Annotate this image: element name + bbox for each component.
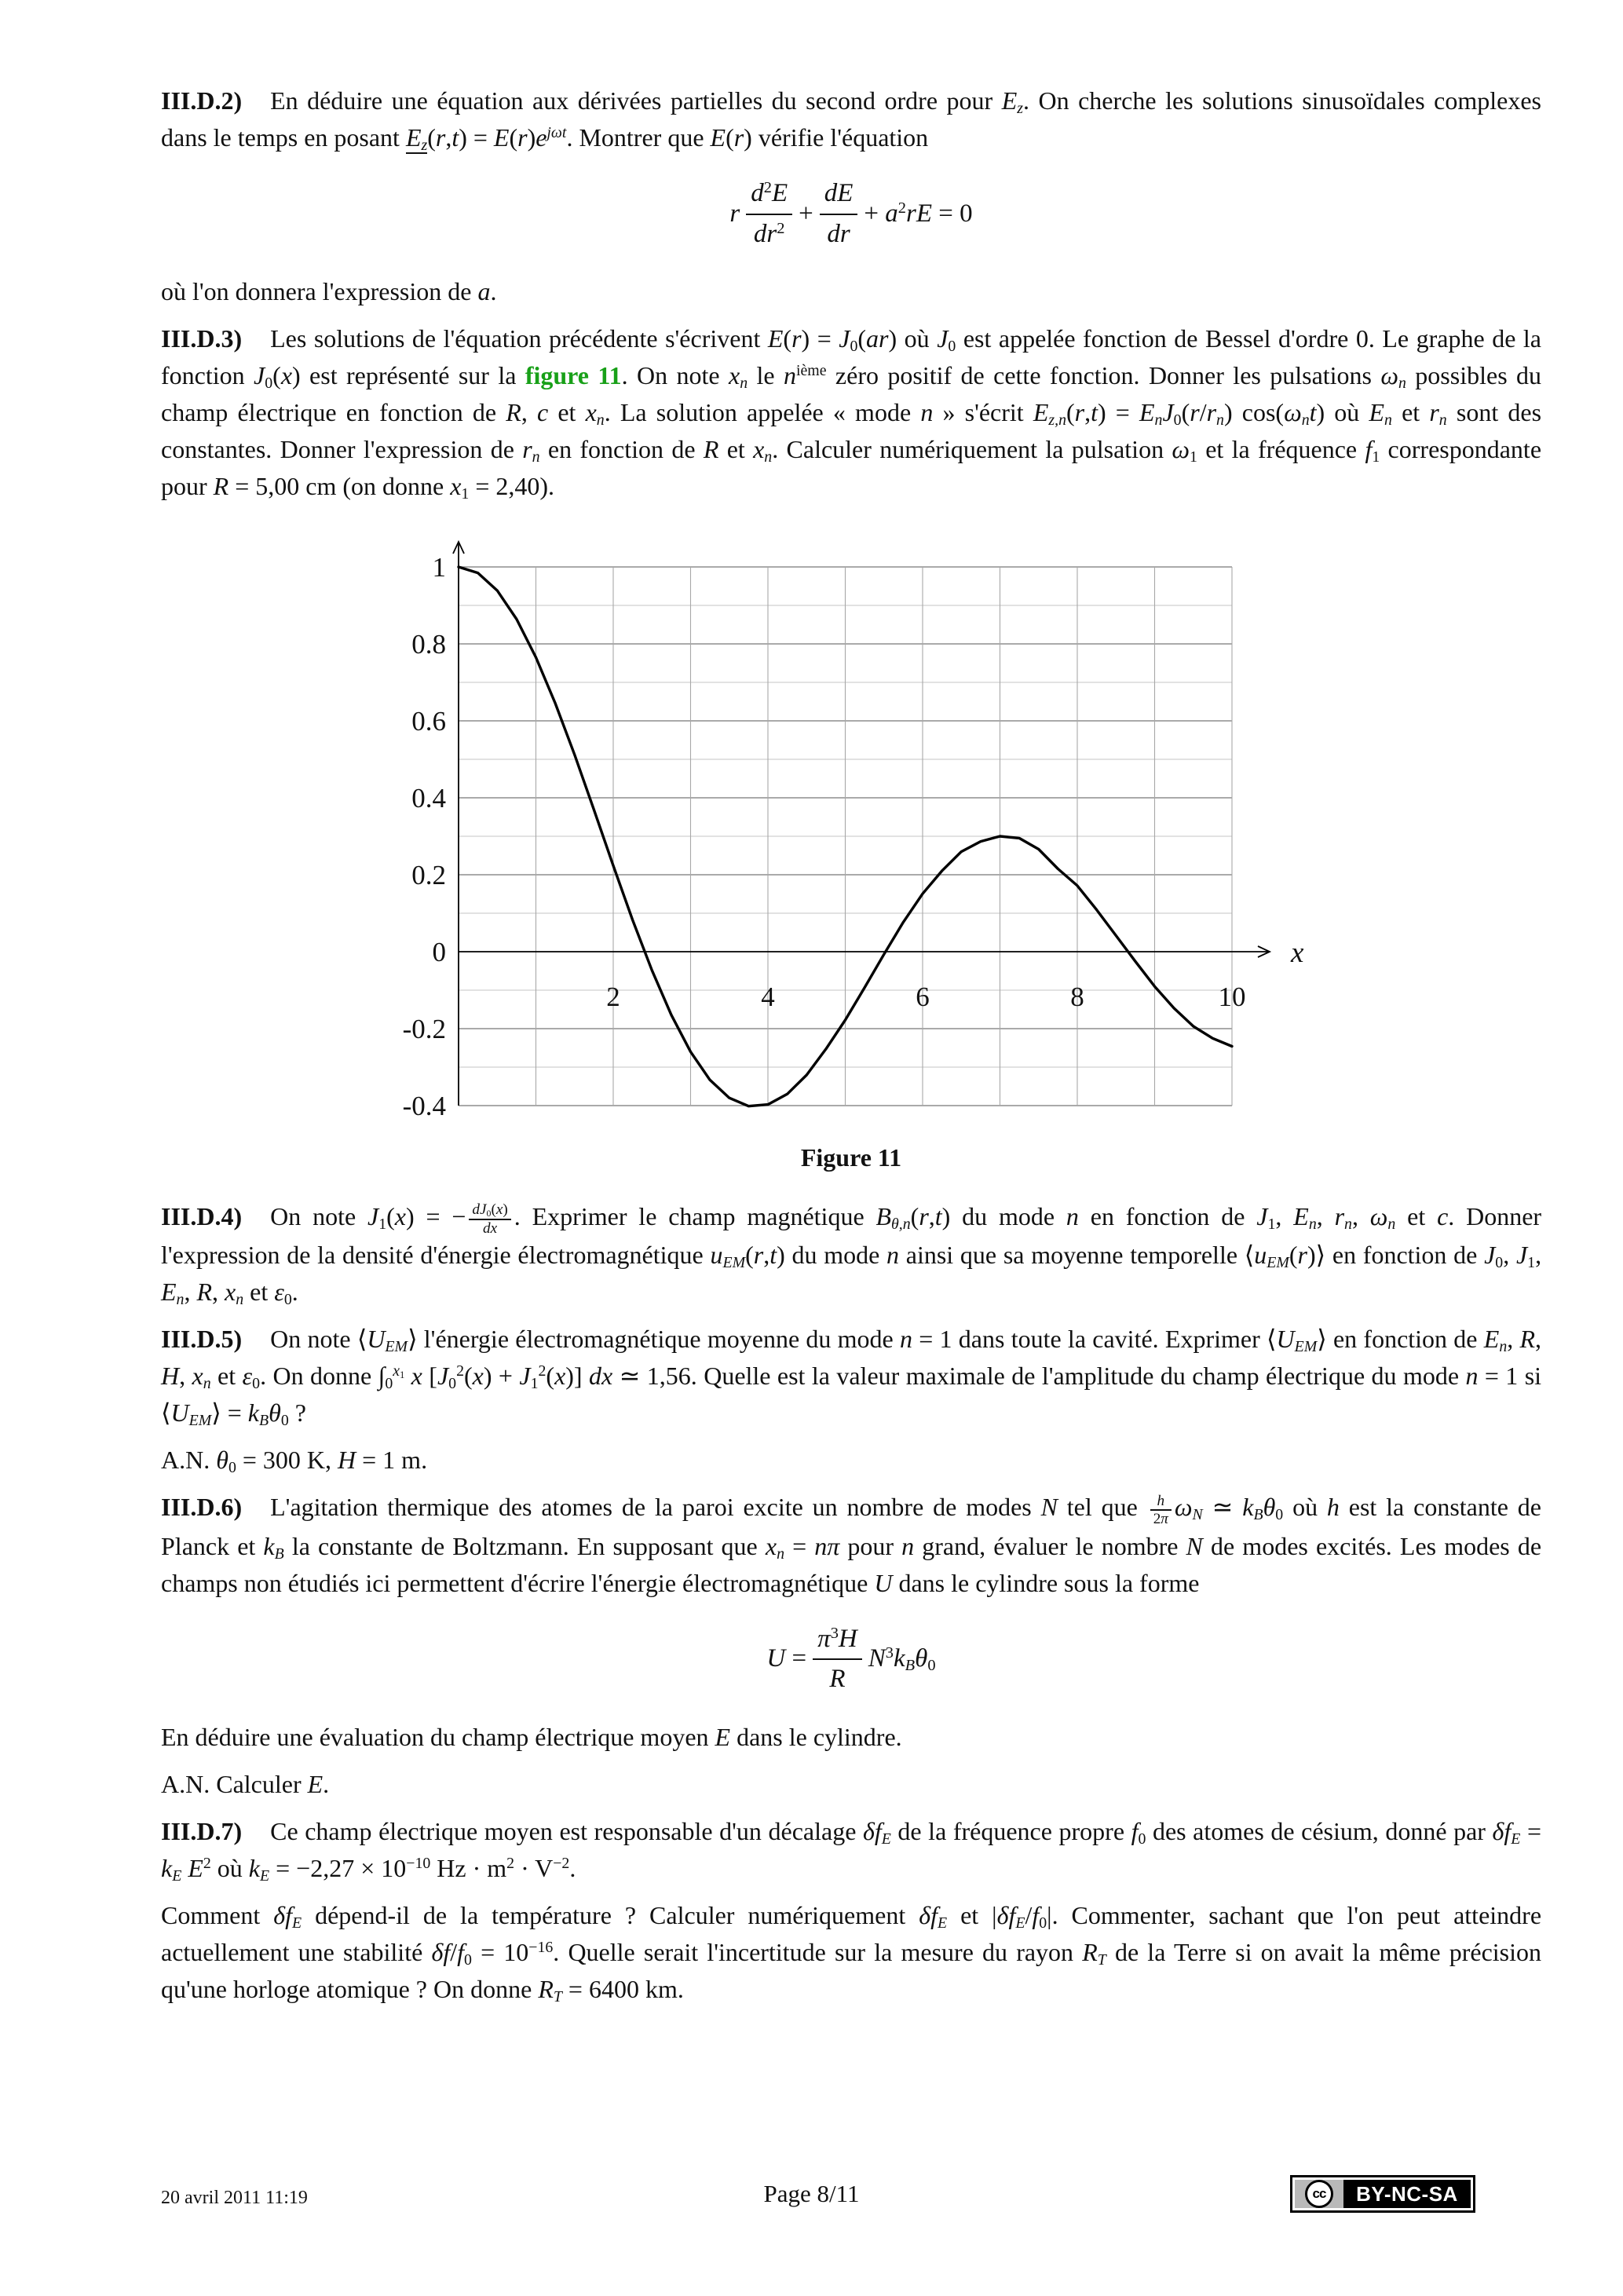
eq-rhs: $N^3k_B\theta_0$ — [868, 1644, 936, 1675]
figure-11-link[interactable]: figure 11 — [525, 361, 622, 390]
paragraph-iii-d-7 — [161, 1813, 1541, 1887]
figure-caption: Figure 11 — [800, 1143, 902, 1172]
x-axis-label: x — [1291, 937, 1304, 970]
section-label: III.D.4) — [161, 1202, 243, 1231]
cc-license-text: BY-NC-SA — [1356, 2181, 1458, 2206]
cc-logo-icon: cc — [1305, 2180, 1333, 2208]
paragraph-iii-d-5 — [161, 1321, 1541, 1431]
paragraph-text: A.N. $\theta_0 = 300$ K, H = 1 m. — [161, 1446, 428, 1477]
x-tick-label: 4 — [761, 982, 775, 1013]
eq-fraction: $\frac{dE}{dr}$ — [820, 178, 858, 250]
eq-lhs: U = — [766, 1644, 807, 1673]
section-label: III.D.5) — [161, 1325, 243, 1354]
y-tick-label: 0.4 — [411, 783, 446, 814]
paragraph-text: On note $⟨U_{EM}⟩$ l'énergie électromagnétique moyenne du mode n = 1 dans toute la cavité. Exprimer $⟨U_{EM}⟩$ en fonction de $E_n$, R, H, $x_n$ et $\varepsilon_0$. On donne $\int_0^{x_1}$ x $[J_0^2(x) + J_1^2(x)]$ dx ≃ 1,56. Quelle est la valeur maximale de l'amplitude du champ électrique du mode n = 1 si $⟨U_{EM}⟩ = k_B\theta_0$ ? — [161, 1325, 1542, 1430]
x-tick-label: 2 — [606, 982, 620, 1013]
y-tick-label: 0.6 — [411, 706, 446, 737]
section-label: III.D.3) — [161, 324, 243, 353]
section-label: III.D.2) — [161, 86, 243, 115]
y-tick-label: -0.4 — [402, 1091, 446, 1122]
cc-logo-panel — [1295, 2180, 1343, 2208]
x-tick-label: 6 — [916, 982, 930, 1013]
paragraph-text: En déduire une équation aux dérivées partielles du second ordre pour $E_z$. On cherche les solutions sinusoïdales complexes dans le temps en posant $E_z(r,t) = E(r)e^{j\omega t}$. Montrer que E(r) vérifie l'équation — [161, 86, 1542, 154]
paragraph-text: A.N. Calculer E. — [161, 1769, 330, 1798]
footer-datetime: 20 avril 2011 11:19 — [161, 2188, 308, 2208]
x-tick-label: 10 — [1218, 982, 1246, 1013]
paragraph-an-calculer-e — [161, 1766, 1541, 1803]
paragraph-iii-d-3 — [161, 320, 1541, 505]
paragraph-deduction-e — [161, 1719, 1541, 1756]
eq-prefix: r — [729, 199, 740, 228]
paragraph-iii-d-6 — [161, 1489, 1541, 1601]
equation-bessel-ode — [161, 178, 1541, 250]
paragraph-comment-dfe — [161, 1897, 1541, 2008]
y-tick-label: 0.8 — [411, 629, 446, 660]
y-tick-label: -0.2 — [402, 1014, 446, 1045]
paragraph-text: L'agitation thermique des atomes de la paroi excite un nombre de modes N tel que $\frac{h}{2\pi}$ $\omega_N$ ≃ $k_B\theta_0$ où h est la constante de Planck et $k_B$ la constante de Boltzmann. En supposant que $x_n = n\pi$ pour n grand, évaluer le nombre N de modes excités. Les modes de champs non étudiés ici permettent d'écrire l'énergie électromagnétique U dans le cylindre sous la forme — [161, 1492, 1542, 1597]
figure-11 — [161, 532, 1541, 1176]
eq-suffix: + $a^2rE = 0$ — [864, 199, 973, 228]
paragraph-iii-d-2 — [161, 82, 1541, 156]
cc-badge-inner — [1295, 2180, 1471, 2208]
paragraph-text: où l'on donnera l'expression de a. — [161, 277, 497, 306]
y-tick-label: 1 — [432, 552, 446, 583]
paragraph-iii-d-4 — [161, 1198, 1541, 1311]
section-label: III.D.7) — [161, 1816, 243, 1845]
cc-license-badge[interactable] — [1290, 2175, 1475, 2213]
eq-fraction: $d^2E$ $dr^2$ — [746, 178, 792, 250]
paragraph-text: En déduire une évaluation du champ électrique moyen E dans le cylindre. — [161, 1722, 902, 1751]
bessel-plot — [364, 532, 1338, 1128]
equation-energy-u — [161, 1624, 1541, 1695]
paragraph-text: On note $J_1(x)$ = − $\frac{dJ_0(x)}{dx}$ . Exprimer le champ magnétique $B_{\theta,n}(r,t)$ du mode n en fonction de $J_1$, $E_n$, $r_n$, $\omega_n$ et c. Donner l'expression de la densité d'énergie électromagnétique $u_{EM}(r,t)$ du mode n ainsi que sa moyenne temporelle $⟨u_{EM}(r)⟩$ en fonction de $J_0$, $J_1$, $E_n$, R, $x_n$ et $\varepsilon_0$. — [161, 1201, 1542, 1309]
footer-page-number: Page 8/11 — [763, 2180, 860, 2207]
x-tick-label: 8 — [1070, 982, 1084, 1013]
y-tick-label: 0 — [432, 937, 446, 968]
paragraph-text: Comment $\delta f_E$ dépend-il de la température ? Calculer numériquement $\delta f_E$ et $|\delta f_E/f_0|$. Commenter, sachant que l'on peut atteindre actuellement une stabilité $\delta f/f_0 = 10^{-16}$. Quelle serait l'incertitude sur la mesure du rayon $R_T$ de la Terre si on avait la même précision qu'une horloge atomique ? On donne $R_T = 6400$ km. — [161, 1900, 1542, 2005]
y-tick-label: 0.2 — [411, 860, 446, 891]
paragraph-text: Les solutions de l'équation précédente s'écrivent $E(r) = J_0(ar)$ où $J_0$ est appelée fonction de Bessel d'ordre 0. Le graphe de la fonction $J_0(x)$ est représenté sur la figure 11. On note $x_n$ le $n^{ième}$ zéro positif de cette fonction. Donner les pulsations $\omega_n$ possibles du champ électrique en fonction de R, c et $x_n$. La solution appelée « mode n » s'écrit $E_{z,n}(r,t) = E_nJ_0(r/r_n)$ $\cos(\omega_nt)$ où $E_n$ et $r_n$ sont des constantes. Donner l'expression de $r_n$ en fonction de R et $x_n$. Calculer numériquement la pulsation $\omega_1$ et la fréquence $f_1$ correspondante pour R = 5,00 cm (on donne $x_1 = 2,40$). — [161, 324, 1542, 503]
paragraph-text: Ce champ électrique moyen est responsable d'un décalage $\delta f_E$ de la fréquence propre $f_0$ des atomes de césium, donné par $\delta f_E = k_E$ $E^2$ où $k_E = -2,27 \times 10^{-10}$ $Hz \cdot m^2 \cdot V^{-2}$. — [161, 1816, 1542, 1885]
eq-fraction: $\frac{\pi^3H}{R}$ — [813, 1624, 862, 1695]
eq-operator: + — [799, 199, 813, 228]
section-label: III.D.6) — [161, 1493, 243, 1522]
paragraph-an-theta — [161, 1442, 1541, 1479]
paragraph-a-expression — [161, 273, 1541, 310]
